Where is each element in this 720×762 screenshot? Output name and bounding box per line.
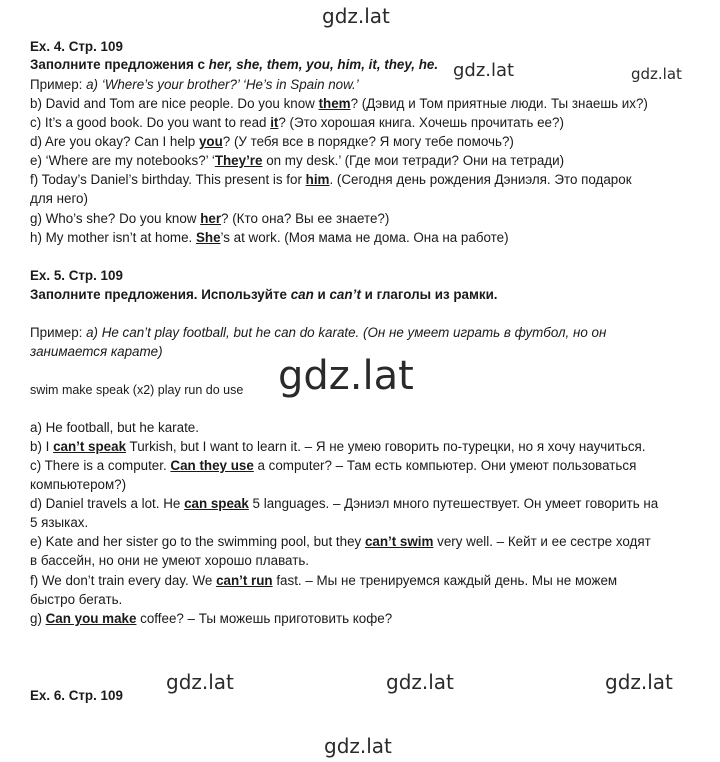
ex5-heading: Ex. 5. Стр. 109 — [30, 268, 123, 283]
ex5-item-a: a) He football, but he karate. — [30, 420, 199, 435]
ex5-item-g: g) Can you make coffee? – Ты можешь приготовить кофе? — [30, 611, 393, 626]
ex4-item-c: c) It’s a good book. Do you want to read it? (Это хорошая книга. Хочешь прочитать ее?) — [30, 115, 564, 130]
ex5-item-f-cont: быстро бегать. — [30, 592, 123, 607]
watermark: gdz.lat — [322, 4, 390, 28]
ex4-item-f: f) Today’s Daniel’s birthday. This present is for him. (Сегодня день рождения Дэниэля. Это подарок — [30, 172, 632, 187]
ex5-example: Пример: a) He can’t play football, but he can do karate. (Он не умеет играть в футбол, но он — [30, 325, 607, 340]
ex5-item-e: e) Kate and her sister go to the swimming pool, but they can’t swim very well. – Кейт и ее сестре ходят — [30, 534, 651, 549]
ex4-heading: Ex. 4. Стр. 109 — [30, 39, 123, 54]
ex5-item-b: b) I can’t speak Turkish, but I want to learn it. – Я не умею говорить по-турецки, но я хочу научиться. — [30, 439, 646, 454]
ex5-item-f: f) We don’t train every day. We can’t run fast. – Мы не тренируемся каждый день. Мы не можем — [30, 573, 618, 588]
ex5-example-cont: занимается карате) — [30, 344, 163, 359]
watermark: gdz.lat — [166, 670, 234, 694]
ex5-item-c-cont: компьютером?) — [30, 477, 127, 492]
ex6-heading: Ex. 6. Стр. 109 — [30, 688, 123, 703]
watermark: gdz.lat — [386, 670, 454, 694]
ex5-item-d: d) Daniel travels a lot. He can speak 5 languages. – Дэниэл много путешествует. Он умеет говорить на — [30, 496, 659, 511]
watermark: gdz.lat — [605, 670, 673, 694]
ex5-word-box: swim make speak (x2) play run do use — [30, 383, 244, 397]
ex4-item-h: h) My mother isn’t at home. She’s at work. (Моя мама не дома. Она на работе) — [30, 230, 509, 245]
ex4-item-b: b) David and Tom are nice people. Do you know them? (Дэвид и Том приятные люди. Ты знаешь их?) — [30, 96, 648, 111]
ex5-instruction: Заполните предложения. Используйте can и can’t и глаголы из рамки. — [30, 287, 498, 302]
ex4-item-g: g) Who’s she? Do you know her? (Кто она? Вы ее знаете?) — [30, 211, 390, 226]
watermark: gdz.lat — [631, 65, 682, 83]
ex4-item-d: d) Are you okay? Can I help you? (У тебя все в порядке? Я могу тебе помочь?) — [30, 134, 514, 149]
ex4-instruction: Заполните предложения с her, she, them, you, him, it, they, he. — [30, 57, 439, 72]
ex5-item-c: c) There is a computer. Can they use a computer? – Там есть компьютер. Они умеют пользоваться — [30, 458, 637, 473]
watermark: gdz.lat — [278, 353, 414, 399]
ex5-item-e-cont: в бассейн, но они не умеют хорошо плавать. — [30, 553, 310, 568]
ex4-item-f-cont: для него) — [30, 191, 88, 206]
ex4-example: Пример: a) ‘Where’s your brother?’ ‘He’s in Spain now.’ — [30, 77, 359, 92]
watermark: gdz.lat — [453, 60, 515, 81]
ex4-item-e: e) ‘Where are my notebooks?’ ‘They’re on my desk.’ (Где мои тетради? Они на тетради) — [30, 153, 565, 168]
ex5-item-d-cont: 5 языках. — [30, 515, 89, 530]
watermark: gdz.lat — [324, 734, 392, 758]
